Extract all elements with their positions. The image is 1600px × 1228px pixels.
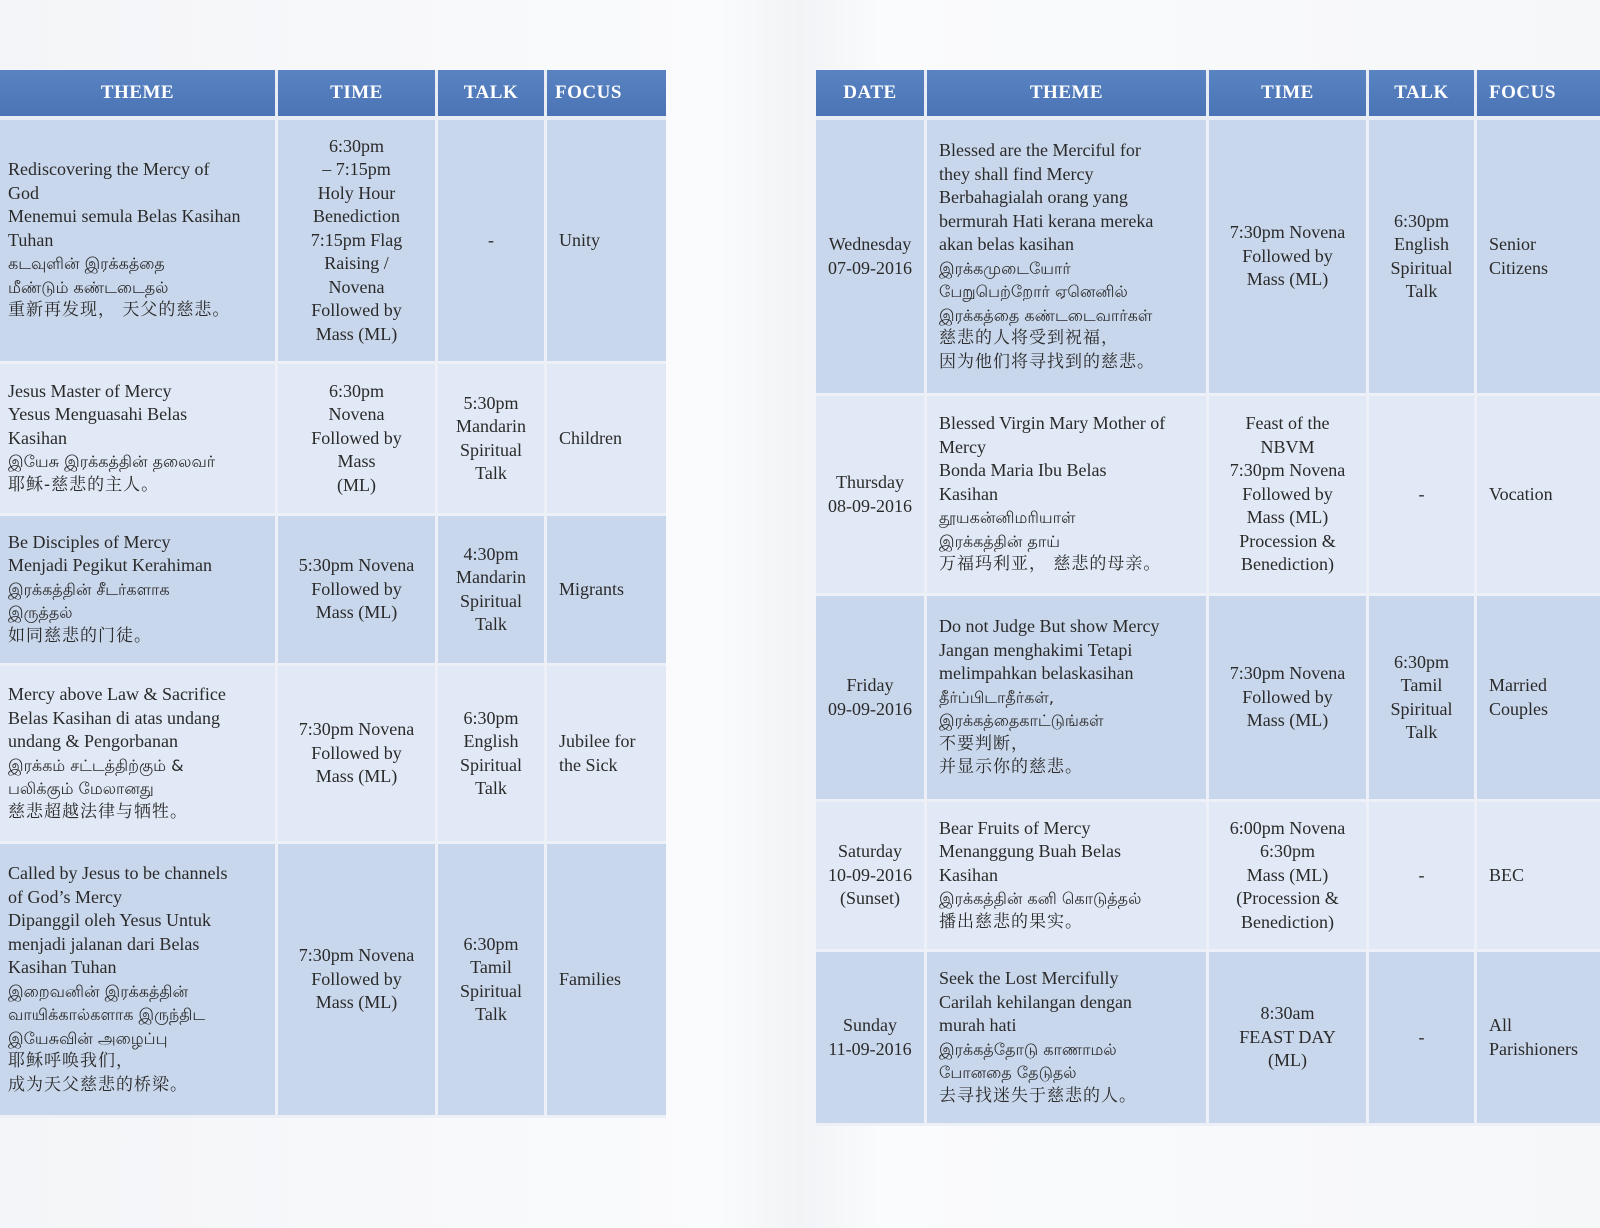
theme-line: இரக்கத்தின் கனி கொடுத்தல் <box>939 889 1142 909</box>
time-line: 6:30pm <box>328 380 384 401</box>
time-line: Novena <box>328 404 385 425</box>
theme-cell <box>0 844 278 1118</box>
talk-line: 5:30pm <box>463 392 519 413</box>
header-focus: FOCUS <box>1477 70 1600 120</box>
focus-cell <box>547 120 666 364</box>
talk-line: Tamil <box>1400 675 1443 695</box>
header-row <box>816 70 1600 120</box>
theme-line: இரக்கத்தின் தாய் <box>939 531 1060 551</box>
date-line: Sunday <box>843 1015 897 1035</box>
theme-line: இயேசு இரக்கத்தின் தலைவர் <box>8 452 216 472</box>
time-line: 6:30pm <box>1259 841 1315 862</box>
table-row <box>0 844 666 1118</box>
theme-line: வாயிக்கால்களாக இருந்திட <box>8 1005 206 1024</box>
theme-line: போனதை தேடுதல் <box>939 1063 1077 1082</box>
focus-line: All <box>1489 1015 1513 1035</box>
talk-cell <box>438 516 547 666</box>
focus-cell <box>1477 120 1600 396</box>
talk-line: - <box>488 229 494 250</box>
talk-line: Talk <box>475 1004 507 1024</box>
talk-line: - <box>1418 864 1425 885</box>
time-line: Mass (ML) <box>315 766 398 787</box>
theme-cell <box>927 396 1209 596</box>
date-line: 09-09-2016 <box>828 698 912 719</box>
theme-line: undang & Pengorbanan <box>8 731 178 751</box>
focus-line: Unity <box>559 229 601 250</box>
theme-line: Rediscovering the Mercy of <box>8 159 210 180</box>
right-schedule-table <box>816 70 1600 1126</box>
header-theme: THEME <box>0 70 278 120</box>
talk-cell <box>1369 120 1477 396</box>
date-cell <box>816 596 927 802</box>
time-line: (ML) <box>1268 1050 1307 1071</box>
header-focus: FOCUS <box>547 70 666 120</box>
theme-line: Called by Jesus to be channels <box>8 863 228 883</box>
theme-line: Tuhan <box>8 229 54 250</box>
theme-cell <box>0 120 278 364</box>
theme-line: Blessed Virgin Mary Mother of <box>939 413 1166 434</box>
theme-line: Blessed are the Merciful for <box>939 140 1141 160</box>
talk-line: 6:30pm <box>1393 651 1449 672</box>
talk-line: Spiritual <box>460 590 522 611</box>
theme-line: bermurah Hati kerana mereka <box>939 210 1154 231</box>
theme-line: Kasihan <box>8 427 67 448</box>
date-cell <box>816 120 927 396</box>
theme-line: 并显示你的慈悲。 <box>939 757 1083 778</box>
talk-line: Mandarin <box>456 416 526 436</box>
time-line: (ML) <box>337 474 376 495</box>
talk-cell <box>438 364 547 516</box>
time-line: Mass (ML) <box>1246 507 1329 528</box>
theme-line: God <box>8 182 39 203</box>
theme-line: Menanggung Buah Belas <box>939 841 1121 862</box>
time-cell <box>1209 802 1369 952</box>
date-line: 07-09-2016 <box>828 257 912 278</box>
date-line: 10-09-2016 <box>828 864 912 885</box>
theme-line: they shall find Mercy <box>939 163 1094 184</box>
theme-cell <box>927 952 1209 1126</box>
talk-line: Talk <box>475 614 507 634</box>
talk-line: 6:30pm <box>463 707 519 728</box>
theme-line: Menjadi Pegikut Kerahiman <box>8 555 212 576</box>
time-cell <box>1209 120 1369 396</box>
talk-line: Mandarin <box>456 567 526 587</box>
table-row <box>0 666 666 844</box>
theme-line: தூயகன்னிமரியாள் <box>939 508 1076 528</box>
time-line: Followed by <box>311 968 402 989</box>
theme-line: Berbahagialah orang yang <box>939 187 1128 207</box>
time-cell <box>278 666 438 844</box>
date-cell <box>816 396 927 596</box>
theme-line: பேறுபெற்றோர் ஏனெனில் <box>939 282 1128 301</box>
table-row <box>816 952 1600 1126</box>
time-line: Mass (ML) <box>1246 864 1329 885</box>
time-line: Raising / <box>324 253 389 274</box>
theme-line: 万福玛利亚， 慈悲的母亲。 <box>939 554 1162 575</box>
theme-line: இரக்கம் சட்டத்திற்கும் & <box>8 755 184 775</box>
focus-line: the Sick <box>559 754 618 775</box>
theme-line: 成为天父慈悲的桥梁。 <box>8 1074 188 1095</box>
time-line: Followed by <box>311 742 402 763</box>
theme-line: 不要判断， <box>939 733 1029 754</box>
table-row <box>816 802 1600 952</box>
focus-line: Couples <box>1489 698 1549 719</box>
talk-line: Talk <box>1405 722 1438 742</box>
focus-cell <box>1477 396 1600 596</box>
time-line: Novena <box>328 276 385 297</box>
theme-line: Mercy <box>939 436 986 457</box>
time-cell <box>278 516 438 666</box>
talk-line: English <box>1393 234 1449 254</box>
focus-line: Families <box>559 968 621 989</box>
time-line: NBVM <box>1260 436 1315 457</box>
talk-line: - <box>1418 483 1425 504</box>
theme-line: 播出慈悲的果实。 <box>939 911 1083 932</box>
time-line: Mass (ML) <box>315 323 398 344</box>
time-line: 7:15pm Flag <box>310 229 403 250</box>
time-cell <box>1209 396 1369 596</box>
theme-cell <box>927 802 1209 952</box>
time-line: Followed by <box>1242 245 1333 266</box>
date-line: Saturday <box>838 841 902 862</box>
time-line: Followed by <box>1242 686 1333 707</box>
time-cell <box>278 120 438 364</box>
time-line: Holy Hour <box>317 182 396 203</box>
time-line: Followed by <box>1242 483 1333 504</box>
focus-cell <box>547 844 666 1118</box>
time-line: FEAST DAY <box>1239 1026 1336 1047</box>
theme-line: இரக்கமுடையோர் <box>939 258 1071 278</box>
time-line: Mass (ML) <box>315 992 398 1013</box>
header-row <box>0 70 666 120</box>
date-cell <box>816 802 927 952</box>
time-cell <box>278 364 438 516</box>
talk-line: 6:30pm <box>463 933 519 954</box>
date-line: Friday <box>846 675 894 695</box>
time-line: Benediction <box>313 206 400 227</box>
time-line: 6:00pm Novena <box>1229 817 1346 838</box>
table-row <box>816 120 1600 396</box>
time-cell <box>1209 952 1369 1126</box>
header-time: TIME <box>278 70 438 120</box>
date-line: Thursday <box>836 472 904 492</box>
theme-line: இரக்கத்தை கண்டடைவார்கள் <box>939 305 1153 325</box>
theme-line: akan belas kasihan <box>939 234 1074 254</box>
time-line: 7:30pm Novena <box>1229 222 1346 243</box>
table-row <box>816 596 1600 802</box>
theme-cell <box>927 596 1209 802</box>
talk-cell <box>438 844 547 1118</box>
table-row <box>816 396 1600 596</box>
left-schedule-table <box>0 70 666 1118</box>
theme-line: பலிக்கும் மேலானது <box>8 779 154 798</box>
date-line: Wednesday <box>828 234 912 254</box>
theme-cell <box>927 120 1209 396</box>
theme-line: 耶稣-慈悲的主人。 <box>8 474 160 495</box>
theme-line: Jangan menghakimi Tetapi <box>939 639 1133 660</box>
theme-line: Mercy above Law & Sacrifice <box>8 684 226 704</box>
theme-line: இருத்தல் <box>8 603 73 623</box>
theme-line: Be Disciples of Mercy <box>8 531 171 552</box>
theme-line: கடவுளின் இரக்கத்தை <box>8 254 165 274</box>
talk-line: 4:30pm <box>463 543 519 564</box>
time-line: 7:30pm Novena <box>298 719 415 740</box>
focus-line: Senior <box>1489 234 1536 254</box>
theme-line: 慈悲超越法律与牺牲。 <box>8 801 188 822</box>
talk-cell <box>1369 396 1477 596</box>
talk-line: Talk <box>475 463 507 483</box>
theme-line: menjadi jalanan dari Belas <box>8 933 200 954</box>
theme-cell <box>0 516 278 666</box>
time-line: – 7:15pm <box>322 159 391 180</box>
focus-cell <box>547 364 666 516</box>
theme-line: 慈悲的人将受到祝福， <box>939 328 1119 348</box>
talk-line: - <box>1418 1026 1425 1047</box>
time-line: Mass (ML) <box>315 602 398 623</box>
focus-cell <box>547 516 666 666</box>
time-line: Mass <box>337 451 376 472</box>
talk-line: 6:30pm <box>1393 210 1449 231</box>
date-line: 08-09-2016 <box>828 495 912 516</box>
talk-cell <box>1369 952 1477 1126</box>
focus-cell <box>1477 802 1600 952</box>
focus-line: BEC <box>1489 864 1525 885</box>
theme-line: Carilah kehilangan dengan <box>939 991 1132 1012</box>
talk-cell <box>1369 802 1477 952</box>
theme-line: தீர்ப்பிடாதீர்கள், <box>939 687 1054 707</box>
talk-line: Spiritual <box>1390 698 1453 719</box>
talk-cell <box>438 666 547 844</box>
theme-line: Kasihan Tuhan <box>8 957 117 977</box>
theme-line: Do not Judge But show Mercy <box>939 616 1160 637</box>
theme-line: melimpahkan belaskasihan <box>939 663 1134 684</box>
header-time: TIME <box>1209 70 1369 120</box>
talk-line: Spiritual <box>460 754 522 775</box>
focus-line: Citizens <box>1489 257 1548 278</box>
header-date: DATE <box>816 70 927 120</box>
time-line: Followed by <box>311 578 402 599</box>
talk-line: Spiritual <box>460 439 522 460</box>
talk-line: English <box>463 731 519 751</box>
theme-line: Seek the Lost Mercifully <box>939 968 1119 988</box>
time-line: Followed by <box>311 300 402 321</box>
focus-cell <box>1477 596 1600 802</box>
time-line: 7:30pm Novena <box>1229 460 1346 481</box>
theme-line: Belas Kasihan di atas undang <box>8 707 220 728</box>
time-line: 8:30am <box>1260 1003 1315 1024</box>
theme-line: 重新再发现， 天父的慈悲。 <box>8 300 231 321</box>
theme-line: 如同慈悲的门徒。 <box>8 625 152 646</box>
theme-line: Kasihan <box>939 864 998 885</box>
table-row <box>0 516 666 666</box>
header-theme: THEME <box>927 70 1209 120</box>
focus-line: Vocation <box>1489 483 1553 504</box>
time-line: Mass (ML) <box>1246 710 1329 731</box>
talk-line: Talk <box>475 778 507 798</box>
focus-line: Jubilee for <box>559 731 636 751</box>
talk-cell <box>1369 596 1477 802</box>
time-line: Procession & <box>1239 530 1336 551</box>
theme-line: மீண்டும் கண்டடைதல் <box>8 277 169 297</box>
theme-line: 去寻找迷失于慈悲的人。 <box>939 1085 1137 1106</box>
time-line: 7:30pm Novena <box>298 945 415 966</box>
theme-line: இயேசுவின் அழைப்பு <box>8 1028 168 1048</box>
focus-line: Migrants <box>559 578 624 599</box>
time-line: Benediction) <box>1241 911 1334 932</box>
time-line: Feast of the <box>1245 413 1330 434</box>
theme-line: இரக்கத்தைகாட்டுங்கள் <box>939 711 1104 731</box>
time-cell <box>1209 596 1369 802</box>
theme-line: Kasihan <box>939 483 998 504</box>
theme-line: இரக்கத்தோடு காணாமல் <box>939 1039 1117 1059</box>
talk-line: Spiritual <box>460 980 522 1001</box>
focus-line: Parishioners <box>1489 1038 1578 1059</box>
theme-line: இரக்கத்தின் சீடர்களாக <box>8 579 170 599</box>
date-cell <box>816 952 927 1126</box>
time-line: 6:30pm <box>328 135 384 156</box>
theme-line: Bonda Maria Ibu Belas <box>939 460 1107 481</box>
time-line: Mass (ML) <box>1246 269 1329 290</box>
header-talk: TALK <box>1369 70 1477 120</box>
theme-line: Jesus Master of Mercy <box>8 380 172 401</box>
time-line: (Procession & <box>1236 888 1339 909</box>
theme-line: இறைவனின் இரக்கத்தின் <box>8 981 188 1001</box>
time-line: Followed by <box>311 427 402 448</box>
date-line: 11-09-2016 <box>828 1038 912 1059</box>
theme-cell <box>0 364 278 516</box>
focus-line: Children <box>559 427 622 448</box>
theme-line: of God’s Mercy <box>8 886 122 907</box>
table-row <box>0 364 666 516</box>
focus-cell <box>1477 952 1600 1126</box>
theme-line: 耶稣呼唤我们， <box>8 1051 134 1071</box>
theme-line: Bear Fruits of Mercy <box>939 817 1091 838</box>
time-line: 5:30pm Novena <box>298 555 415 576</box>
theme-line: Yesus Menguasahi Belas <box>8 404 188 425</box>
theme-line: murah hati <box>939 1015 1017 1035</box>
theme-cell <box>0 666 278 844</box>
talk-line: Spiritual <box>1390 257 1453 278</box>
theme-line: Menemui semula Belas Kasihan <box>8 206 241 227</box>
time-line: 7:30pm Novena <box>1229 663 1346 684</box>
theme-line: Dipanggil oleh Yesus Untuk <box>8 910 212 930</box>
talk-line: Tamil <box>470 957 512 977</box>
table-row <box>0 120 666 364</box>
date-line: (Sunset) <box>840 888 900 909</box>
time-line: Benediction) <box>1241 554 1334 575</box>
theme-line: 因为他们将寻找到的慈悲。 <box>939 351 1155 372</box>
talk-cell <box>438 120 547 364</box>
focus-line: Married <box>1489 675 1547 695</box>
time-cell <box>278 844 438 1118</box>
talk-line: Talk <box>1405 281 1438 301</box>
header-talk: TALK <box>438 70 547 120</box>
focus-cell <box>547 666 666 844</box>
